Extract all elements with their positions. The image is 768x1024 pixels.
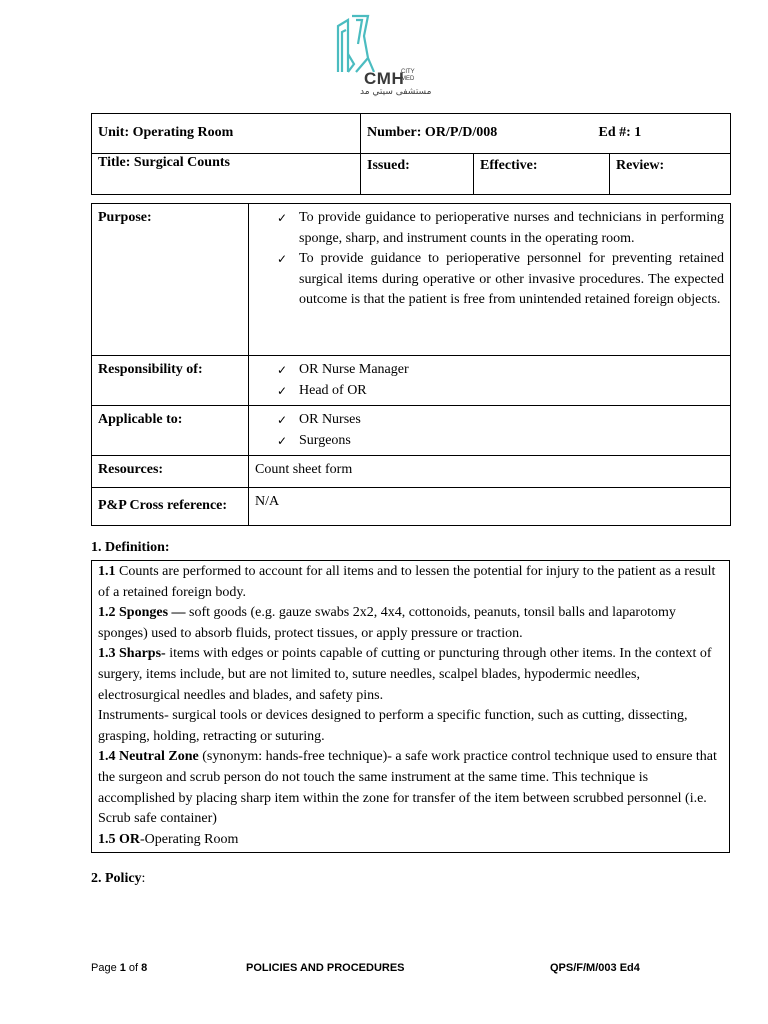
review-cell: Review: (610, 154, 731, 195)
resources-value: Count sheet form (249, 456, 731, 488)
definition-1-4: 1.4 Neutral Zone (synonym: hands-free technique)- a safe work practice control technique used to ensure that the surgeon and scrub person do not touch the same instrument at the same time. This technique is accomplished by placing sharp item within the zone for transfer of the item between scrubbed personnel (i.e. Scrub safe container) (98, 749, 717, 827)
unit-cell: Unit: Operating Room (92, 114, 361, 154)
edition-number: Ed #: 1 (598, 125, 642, 140)
logo-arabic: مستشفى سيتي مد (360, 87, 432, 97)
checkmark-icon: ✓ (277, 383, 288, 398)
document-number: Number: OR/P/D/008 (367, 125, 498, 140)
logo-sub: CITY MED (401, 69, 415, 82)
issued-cell: Issued: (361, 154, 474, 195)
purpose-item: ✓ To provide guidance to perioperative personnel for preventing retained surgical items during operative or other invasive procedures. The expected outcome is that the patient is free from unintended retained foreign objects. (277, 251, 724, 307)
policy-info-table (91, 203, 731, 526)
definition-1-5: 1.5 OR-Operating Room (98, 831, 239, 847)
checkmark-icon: ✓ (277, 211, 288, 225)
checkmark-icon: ✓ (277, 252, 288, 266)
responsibility-item: ✓ OR Nurse Manager (255, 360, 724, 381)
number-cell (361, 114, 731, 154)
building-logo-icon (334, 14, 394, 74)
definition-box (91, 560, 730, 853)
responsibility-label: Responsibility of: (92, 356, 249, 406)
definition-instruments: Instruments- surgical tools or devices designed to perform a specific function, such as cutting, dissecting, grasping, holding, retracting or suturing. (98, 708, 688, 744)
checkmark-icon: ✓ (277, 433, 288, 448)
definition-1-3: 1.3 Sharps- items with edges or points capable of cutting or puncturing through other items. In the context of surgery, items include, but are not limited to, suture needles, scalpel blades, hypodermic needles, electrosurgical needles and blades, and safety pins. (98, 646, 712, 703)
crossref-value: N/A (249, 488, 731, 526)
applicable-value (249, 406, 731, 456)
footer-code: QPS/F/M/003 Ed4 (550, 962, 640, 974)
checkmark-icon: ✓ (277, 363, 288, 377)
crossref-label: P&P Cross reference: (92, 488, 249, 526)
policy-heading: 2. Policy: (91, 871, 146, 886)
purpose-label: Purpose: (92, 204, 249, 356)
resources-label: Resources: (92, 456, 249, 488)
logo-brand: CMH (364, 69, 405, 88)
hospital-logo (330, 14, 438, 100)
purpose-value (249, 204, 731, 356)
responsibility-value (249, 356, 731, 406)
applicable-item: ✓ Surgeons (255, 431, 724, 452)
footer-title: POLICIES AND PROCEDURES (246, 962, 405, 974)
definition-heading: 1. Definition: (91, 540, 170, 555)
checkmark-icon: ✓ (277, 413, 288, 427)
definition-1-1: 1.1 Counts are performed to account for all items and to lessen the potential for injury to the patient as a result of a retained foreign body. (98, 564, 716, 600)
purpose-list (255, 208, 724, 311)
effective-cell: Effective: (474, 154, 610, 195)
document-header-table (91, 113, 731, 195)
page-number: Page 1 of 8 (91, 962, 148, 974)
responsibility-item: ✓ Head of OR (255, 381, 724, 402)
purpose-item: ✓ To provide guidance to perioperative nurses and technicians in performing sponge, sharp, and instrument counts in the operating room. (277, 210, 724, 246)
applicable-list (255, 410, 724, 451)
title-cell: Title: Surgical Counts (92, 154, 361, 195)
definition-1-2: 1.2 Sponges — soft goods (e.g. gauze swabs 2x2, 4x4, cottonoids, peanuts, tonsil balls and laparotomy sponges) used to absorb fluids, protect tissues, or apply pressure or traction. (98, 605, 676, 641)
responsibility-list (255, 360, 724, 401)
applicable-item: ✓ OR Nurses (255, 410, 724, 431)
applicable-label: Applicable to: (92, 406, 249, 456)
